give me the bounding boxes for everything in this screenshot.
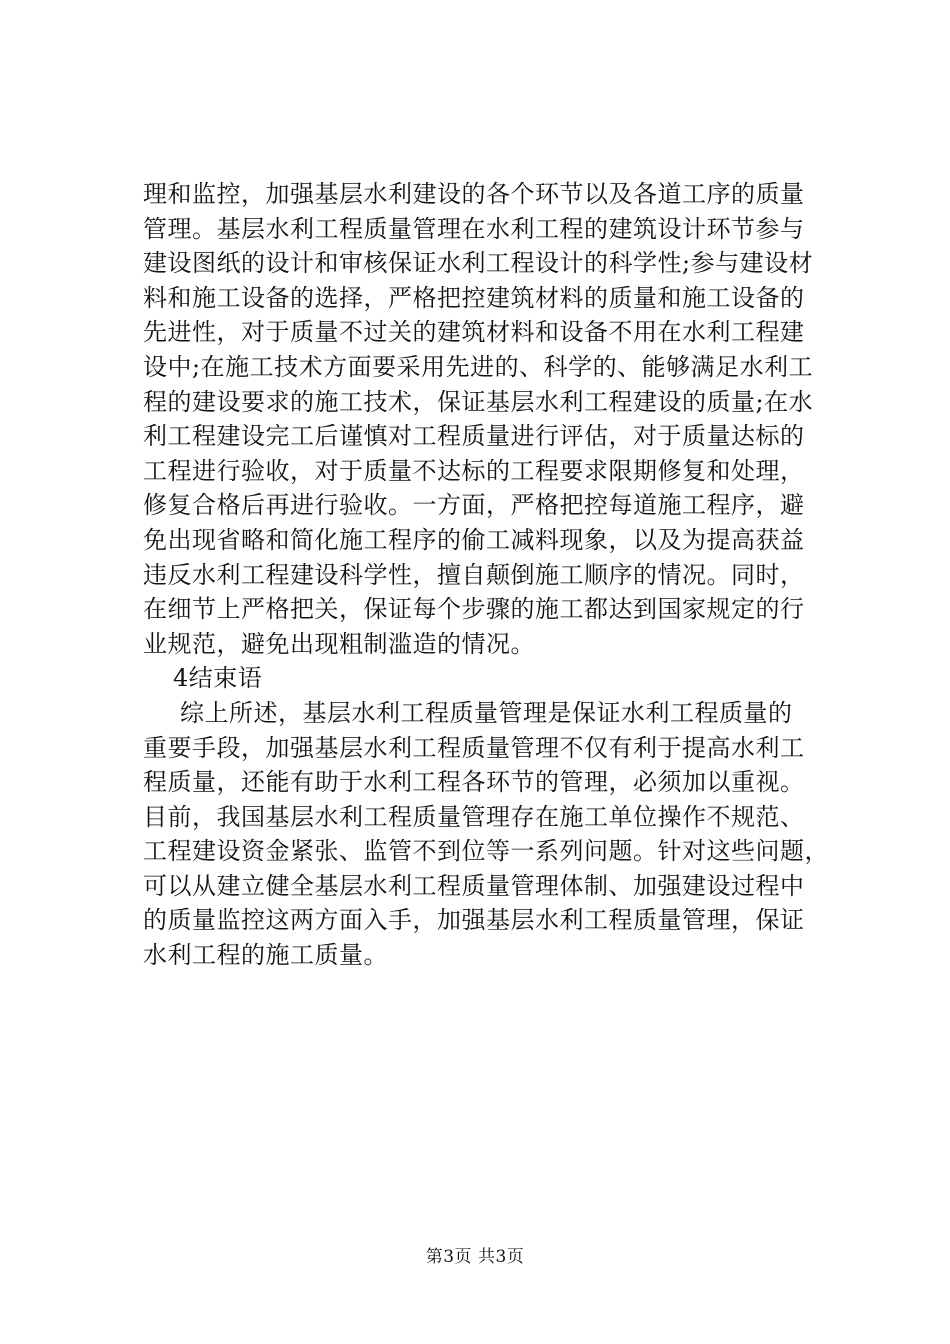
text-line: 程的建设要求的施工技术，保证基层水利工程建设的质量;在水 (143, 387, 814, 416)
text-line: 工程建设资金紧张、监管不到位等一系列问题。针对这些问题， (143, 837, 829, 866)
text-line: 理和监控，加强基层水利建设的各个环节以及各道工序的质量 (143, 180, 805, 208)
section-heading: 4结束语 (173, 664, 263, 693)
text-line: 利工程建设完工后谨慎对工程质量进行评估，对于质量达标的 (143, 422, 805, 451)
text-line: 程质量，还能有助于水利工程各环节的管理，必须加以重视。 (143, 768, 805, 797)
text-line: 的质量监控这两方面入手，加强基层水利工程质量管理，保证 (143, 906, 805, 935)
paragraph-1 (143, 177, 823, 661)
text-line: 建设图纸的设计和审核保证水利工程设计的科学性;参与建设材 (143, 249, 814, 278)
document-body (143, 177, 829, 973)
text-line: 业规范，避免出现粗制滥造的情况。 (143, 629, 535, 658)
text-line: 综上所述，基层水利工程质量管理是保证水利工程质量的 (180, 698, 793, 727)
text-line: 免出现省略和简化施工程序的偷工减料现象，以及为提高获益 (143, 525, 805, 554)
text-line: 目前，我国基层水利工程质量管理存在施工单位操作不规范、 (143, 802, 805, 831)
text-line: 重要手段，加强基层水利工程质量管理不仅有利于提高水利工 (143, 733, 805, 762)
text-line: 工程进行验收，对于质量不达标的工程要求限期修复和处理， (143, 456, 805, 485)
paragraph-2 (143, 696, 829, 973)
text-line: 在细节上严格把关，保证每个步骤的施工都达到国家规定的行 (143, 595, 805, 624)
text-line: 水利工程的施工质量。 (143, 941, 388, 970)
text-line: 违反水利工程建设科学性，擅自颠倒施工顺序的情况。同时， (143, 560, 805, 589)
page-number-footer: 第3页 共3页 (425, 1247, 525, 1267)
text-line: 管理。基层水利工程质量管理在水利工程的建筑设计环节参与 (143, 214, 805, 243)
text-line: 可以从建立健全基层水利工程质量管理体制、加强建设过程中 (143, 871, 805, 900)
text-line: 料和施工设备的选择，严格把控建筑材料的质量和施工设备的 (143, 283, 805, 312)
text-line: 先进性，对于质量不过关的建筑材料和设备不用在水利工程建 (143, 318, 805, 347)
text-line: 修复合格后再进行验收。一方面，严格把控每道施工程序，避 (143, 491, 805, 520)
text-line: 设中;在施工技术方面要采用先进的、科学的、能够满足水利工 (143, 352, 814, 381)
